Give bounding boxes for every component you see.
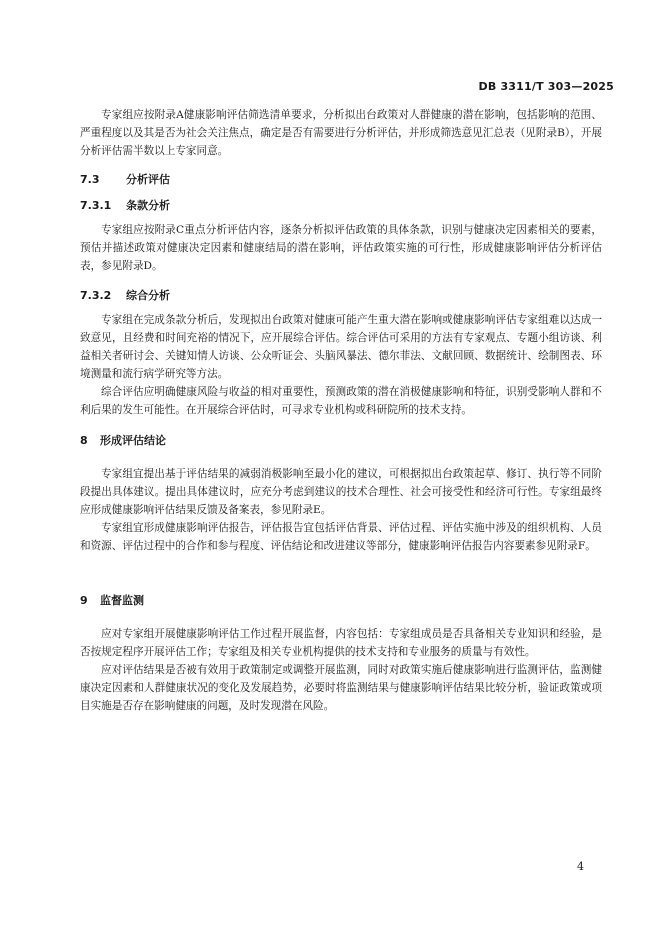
document-id-header: DB 3311/T 303—2025 (478, 80, 614, 93)
page-number: 4 (577, 860, 584, 873)
section-8-body (80, 465, 602, 555)
paragraph: 应对评估结果是否被有效用于政策制定或调整开展监测，同时对政策实施后健康影响进行监测评估，监测健康决定因素和人群健康状况的变化及发展趋势，必要时将监测结果与健康影响评估结果比较分析，验证政策或项目实施是否存在影响健康的问题，及时发现潜在风险。 (80, 664, 602, 712)
section-7-3-2-body (80, 311, 602, 419)
section-9-heading (80, 592, 144, 608)
section-number: 7.3.2 (80, 289, 112, 302)
section-7-3-2-heading (80, 287, 170, 303)
paragraph: 专家组在完成条款分析后，发现拟出台政策对健康可能产生重大潜在影响或健康影响评估专家组难以达成一致意见，且经费和时间充裕的情况下，应开展综合评估。综合评估可采用的方法有专家观点、专题小组访谈、利益相关者研讨会、关键知情人访谈、公众听证会、头脑风暴法、德尔菲法、文献回顾、数据统计、绘制图表、环境测量和流行病学研究等方法。 (80, 314, 602, 380)
paragraph: 专家组宜形成健康影响评估报告，评估报告宜包括评估背景、评估过程、评估实施中涉及的组织机构、人员和资源、评估过程中的合作和参与程度、评估结论和改进建议等部分，健康影响评估报告内容要素参见附录F。 (80, 522, 602, 552)
section-7-3-heading (80, 171, 170, 187)
section-title: 综合分析 (126, 289, 170, 302)
paragraph: 专家组应按附录C重点分析评估内容，逐条分析拟评估政策的具体条款，识别与健康决定因素相关的要素，预估并描述政策对健康决定因素和健康结局的潜在影响，评估政策实施的可行性，形成健康影响评估分析评估表，参见附录D。 (80, 224, 602, 272)
section-title: 分析评估 (126, 173, 170, 186)
section-7-3-1-body (80, 221, 602, 275)
paragraph: 应对专家组开展健康影响评估工作过程开展监督，内容包括：专家组成员是否具备相关专业知识和经验，是否按规定程序开展评估工作；专家组及相关专业机构提供的技术支持和专业服务的质量与有效性。 (80, 628, 602, 658)
section-title: 形成评估结论 (100, 434, 166, 447)
section-number: 7.3 (80, 173, 100, 186)
intro-paragraph: 专家组应按附录A健康影响评估筛选清单要求，分析拟出台政策对人群健康的潜在影响，包括影响的范围、严重程度以及其是否为社会关注焦点，确定是否有需要进行分析评估，并形成筛选意见汇总表（见附录B），开展分析评估需半数以上专家同意。 (80, 109, 602, 157)
section-number: 9 (80, 594, 88, 607)
paragraph: 专家组宜提出基于评估结果的减弱消极影响至最小化的建议，可根据拟出台政策起草、修订、执行等不同阶段提出具体建议。提出具体建议时，应充分考虑到建议的技术合理性、社会可接受性和经济可行性。专家组最终应形成健康影响评估结果反馈及备案表，参见附录E。 (80, 468, 602, 516)
intro-section (80, 106, 602, 160)
section-9-body (80, 625, 602, 715)
section-8-heading (80, 432, 166, 448)
section-number: 7.3.1 (80, 199, 112, 212)
section-number: 8 (80, 434, 88, 447)
section-title: 监督监测 (100, 594, 144, 607)
section-title: 条款分析 (126, 199, 170, 212)
section-7-3-1-heading (80, 197, 170, 213)
paragraph: 综合评估应明确健康风险与收益的相对重要性，预测政策的潜在消极健康影响和特征，识别受影响人群和不利后果的发生可能性。在开展综合评估时，可寻求专业机构或科研院所的技术支持。 (80, 386, 602, 416)
